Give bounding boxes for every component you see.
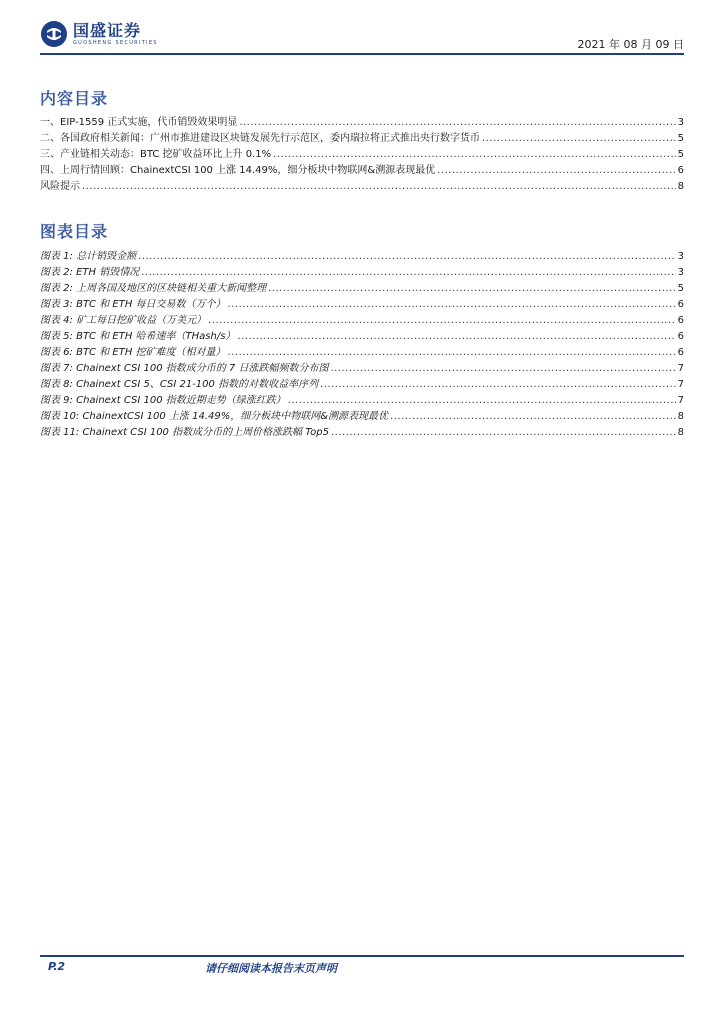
figure-item-page: 6 bbox=[677, 331, 684, 342]
figure-item[interactable] bbox=[40, 249, 684, 265]
toc-item-label: 四、上周行情回顾：ChainextCSI 100 上涨 14.49%，细分板块中物联网&溯源表现最优 bbox=[40, 165, 436, 176]
figure-item-label: 图表 3: BTC 和 ETH 每日交易数（万个） bbox=[40, 299, 226, 310]
brand-logo bbox=[40, 20, 158, 48]
figure-item-page: 5 bbox=[677, 283, 684, 294]
figure-item[interactable] bbox=[40, 313, 684, 329]
toc-item[interactable] bbox=[40, 115, 684, 131]
toc-item-page: 5 bbox=[677, 133, 684, 144]
figure-item[interactable] bbox=[40, 361, 684, 377]
figure-item-page: 7 bbox=[677, 363, 684, 374]
toc-item[interactable] bbox=[40, 179, 684, 195]
figure-item-page: 6 bbox=[677, 299, 684, 310]
dot-leader bbox=[288, 393, 676, 409]
toc-item-label: 二、各国政府相关新闻：广州市推进建设区块链发展先行示范区，委内瑞拉将正式推出央行数字货币 bbox=[40, 133, 480, 144]
toc-item[interactable] bbox=[40, 147, 684, 163]
page-number: P.2 bbox=[48, 960, 66, 973]
dot-leader bbox=[237, 329, 675, 345]
header-divider bbox=[40, 53, 684, 55]
figure-item-page: 7 bbox=[677, 395, 684, 406]
toc-item-page: 6 bbox=[677, 165, 684, 176]
dot-leader bbox=[138, 249, 676, 265]
figure-item-page: 6 bbox=[677, 347, 684, 358]
figure-item-label: 图表 10: ChainextCSI 100 上涨 14.49%，细分板块中物联网&溯源表现最优 bbox=[40, 411, 389, 422]
toc-item-page: 8 bbox=[677, 181, 684, 192]
figure-item[interactable] bbox=[40, 265, 684, 281]
dot-leader bbox=[82, 179, 676, 195]
brand-name-cn: 国盛证券 bbox=[73, 20, 142, 40]
dot-leader bbox=[208, 313, 676, 329]
dot-leader bbox=[228, 297, 676, 313]
report-date: 2021 年 08 月 09 日 bbox=[577, 38, 684, 51]
figure-item[interactable] bbox=[40, 425, 684, 441]
figures-title: 图表目录 bbox=[40, 222, 109, 241]
guosheng-logo-icon bbox=[40, 20, 68, 48]
figures-list bbox=[40, 249, 684, 441]
figure-item-label: 图表 1: 总计销毁金额 bbox=[40, 251, 137, 262]
figure-item[interactable] bbox=[40, 345, 684, 361]
dot-leader bbox=[331, 425, 676, 441]
figure-item-label: 图表 2: 上周各国及地区的区块链相关重大新闻整理 bbox=[40, 283, 267, 294]
figure-item-page: 8 bbox=[677, 427, 684, 438]
dot-leader bbox=[141, 265, 675, 281]
page-header bbox=[40, 20, 684, 54]
figure-item-label: 图表 2: ETH 销毁情况 bbox=[40, 267, 140, 278]
figure-item[interactable] bbox=[40, 297, 684, 313]
figure-item-label: 图表 11: Chainext CSI 100 指数成分币的上周价格涨跌幅 Top5 bbox=[40, 427, 329, 438]
figure-item-label: 图表 4: 矿工每日挖矿收益（万美元） bbox=[40, 315, 207, 326]
toc-item-page: 3 bbox=[677, 117, 684, 128]
dot-leader bbox=[437, 163, 675, 179]
dot-leader bbox=[320, 377, 676, 393]
figure-item-label: 图表 8: Chainext CSI 5、CSI 21-100 指数的对数收益率序列 bbox=[40, 379, 319, 390]
brand-name-en: GUOSHENG SECURITIES bbox=[73, 39, 158, 46]
footer-divider bbox=[40, 955, 684, 957]
toc-item-label: 三、产业链相关动态：BTC 挖矿收益环比上升 0.1% bbox=[40, 149, 272, 160]
figure-item-page: 7 bbox=[677, 379, 684, 390]
dot-leader bbox=[330, 361, 675, 377]
dot-leader bbox=[228, 345, 676, 361]
dot-leader bbox=[239, 115, 675, 131]
figure-item[interactable] bbox=[40, 281, 684, 297]
figure-item[interactable] bbox=[40, 409, 684, 425]
toc-item-label: 风险提示 bbox=[40, 181, 80, 192]
contents-title: 内容目录 bbox=[40, 89, 109, 108]
dot-leader bbox=[482, 131, 676, 147]
toc-item-page: 5 bbox=[677, 149, 684, 160]
figure-item-page: 3 bbox=[677, 267, 684, 278]
dot-leader bbox=[273, 147, 675, 163]
figure-item-label: 图表 7: Chainext CSI 100 指数成分币的 7 日涨跌幅频数分布图 bbox=[40, 363, 329, 374]
dot-leader bbox=[268, 281, 676, 297]
figure-item-page: 6 bbox=[677, 315, 684, 326]
figure-item-label: 图表 6: BTC 和 ETH 挖矿难度（相对量） bbox=[40, 347, 226, 358]
figure-item[interactable] bbox=[40, 377, 684, 393]
figure-item-page: 3 bbox=[677, 251, 684, 262]
toc-item[interactable] bbox=[40, 131, 684, 147]
figure-item[interactable] bbox=[40, 329, 684, 345]
dot-leader bbox=[390, 409, 676, 425]
contents-list bbox=[40, 115, 684, 195]
figure-item-label: 图表 5: BTC 和 ETH 哈希速率（THash/s） bbox=[40, 331, 236, 342]
toc-item-label: 一、EIP-1559 正式实施，代币销毁效果明显 bbox=[40, 117, 238, 128]
disclaimer-note: 请仔细阅读本报告末页声明 bbox=[205, 962, 337, 975]
figure-item-page: 8 bbox=[677, 411, 684, 422]
figure-item-label: 图表 9: Chainext CSI 100 指数近期走势（绿涨红跌） bbox=[40, 395, 286, 406]
toc-item[interactable] bbox=[40, 163, 684, 179]
figure-item[interactable] bbox=[40, 393, 684, 409]
